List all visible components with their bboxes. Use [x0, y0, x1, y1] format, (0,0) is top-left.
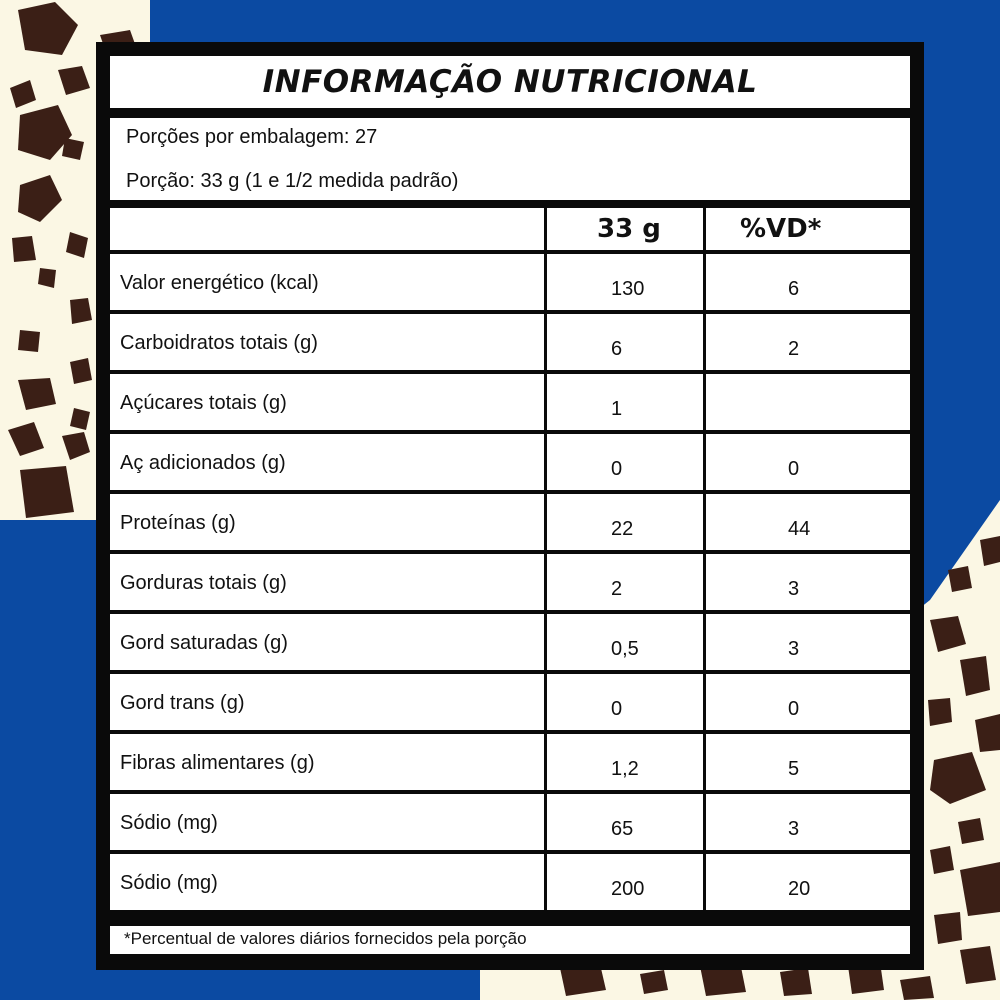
- table-cell: [706, 494, 910, 550]
- table-cell: [110, 434, 544, 490]
- nutrition-table: [110, 208, 910, 910]
- table-cell: [547, 374, 703, 430]
- table-cell: [547, 494, 703, 550]
- nutrient-dv: 3: [788, 638, 800, 660]
- nutrient-amount: 130: [611, 278, 645, 300]
- table-cell: [547, 794, 703, 850]
- table-cell: [706, 854, 910, 910]
- table-cell: [706, 674, 910, 730]
- header-amount: 33 g: [597, 214, 661, 244]
- nutrient-name: Sódio (mg): [120, 872, 218, 894]
- label-title: INFORMAÇÃO NUTRICIONAL: [262, 64, 758, 100]
- footnote: *Percentual de valores diários fornecidos pela porção: [124, 929, 527, 948]
- table-cell: [706, 554, 910, 610]
- table-cell: [547, 554, 703, 610]
- nutrient-amount: 22: [611, 518, 634, 540]
- table-cell: [547, 254, 703, 310]
- nutrient-name: Gorduras totais (g): [120, 572, 287, 594]
- footnote-box: [110, 926, 910, 954]
- header-name-cell: [110, 208, 544, 250]
- table-cell: [547, 734, 703, 790]
- nutrient-dv: 5: [788, 758, 800, 780]
- nutrient-amount: 2: [611, 578, 623, 600]
- nutrient-name: Gord trans (g): [120, 692, 245, 714]
- table-cell: [110, 494, 544, 550]
- table-cell: [110, 554, 544, 610]
- nutrient-dv: 44: [788, 518, 811, 540]
- portion-size: Porção: 33 g (1 e 1/2 medida padrão): [126, 170, 459, 192]
- servings-per-package: Porções por embalagem: 27: [126, 126, 378, 148]
- table-cell: [110, 734, 544, 790]
- table-cell: [547, 314, 703, 370]
- nutrient-amount: 65: [611, 818, 634, 840]
- nutrient-dv: 2: [788, 338, 800, 360]
- nutrient-dv: 0: [788, 458, 800, 480]
- nutrient-name: Gord saturadas (g): [120, 632, 288, 654]
- nutrient-name: Fibras alimentares (g): [120, 752, 315, 774]
- table-cell: [110, 674, 544, 730]
- table-cell: [547, 674, 703, 730]
- table-cell: [706, 374, 910, 430]
- header-dv: %VD*: [740, 214, 822, 244]
- header-amount-cell: [547, 208, 703, 250]
- table-cell: [706, 434, 910, 490]
- nutrient-name: Sódio (mg): [120, 812, 218, 834]
- nutrient-name: Aç adicionados (g): [120, 452, 286, 474]
- table-cell: [706, 254, 910, 310]
- table-cell: [547, 614, 703, 670]
- table-cell: [706, 314, 910, 370]
- nutrient-amount: 1: [611, 398, 623, 420]
- nutrient-amount: 200: [611, 878, 645, 900]
- header-dv-cell: [706, 208, 910, 250]
- table-cell: [547, 854, 703, 910]
- table-cell: [110, 614, 544, 670]
- table-cell: [547, 434, 703, 490]
- table-cell: [110, 794, 544, 850]
- table-cell: [706, 794, 910, 850]
- table-cell: [110, 314, 544, 370]
- nutrient-dv: 3: [788, 578, 800, 600]
- table-cell: [110, 254, 544, 310]
- title-box: [110, 56, 910, 108]
- nutrient-amount: 0: [611, 458, 623, 480]
- nutrient-amount: 1,2: [611, 758, 639, 780]
- table-cell: [706, 734, 910, 790]
- nutrient-name: Proteínas (g): [120, 512, 236, 534]
- nutrient-dv: 6: [788, 278, 800, 300]
- nutrient-name: Carboidratos totais (g): [120, 332, 318, 354]
- nutrient-amount: 0: [611, 698, 623, 720]
- table-cell: [110, 854, 544, 910]
- nutrition-label: [96, 42, 924, 970]
- servings-box: [110, 118, 910, 200]
- nutrient-dv: 20: [788, 878, 811, 900]
- table-cell: [110, 374, 544, 430]
- nutrient-name: Valor energético (kcal): [120, 272, 319, 294]
- nutrient-amount: 6: [611, 338, 623, 360]
- nutrient-amount: 0,5: [611, 638, 639, 660]
- nutrient-dv: 3: [788, 818, 800, 840]
- nutrient-dv: 0: [788, 698, 800, 720]
- table-cell: [706, 614, 910, 670]
- nutrient-name: Açúcares totais (g): [120, 392, 287, 414]
